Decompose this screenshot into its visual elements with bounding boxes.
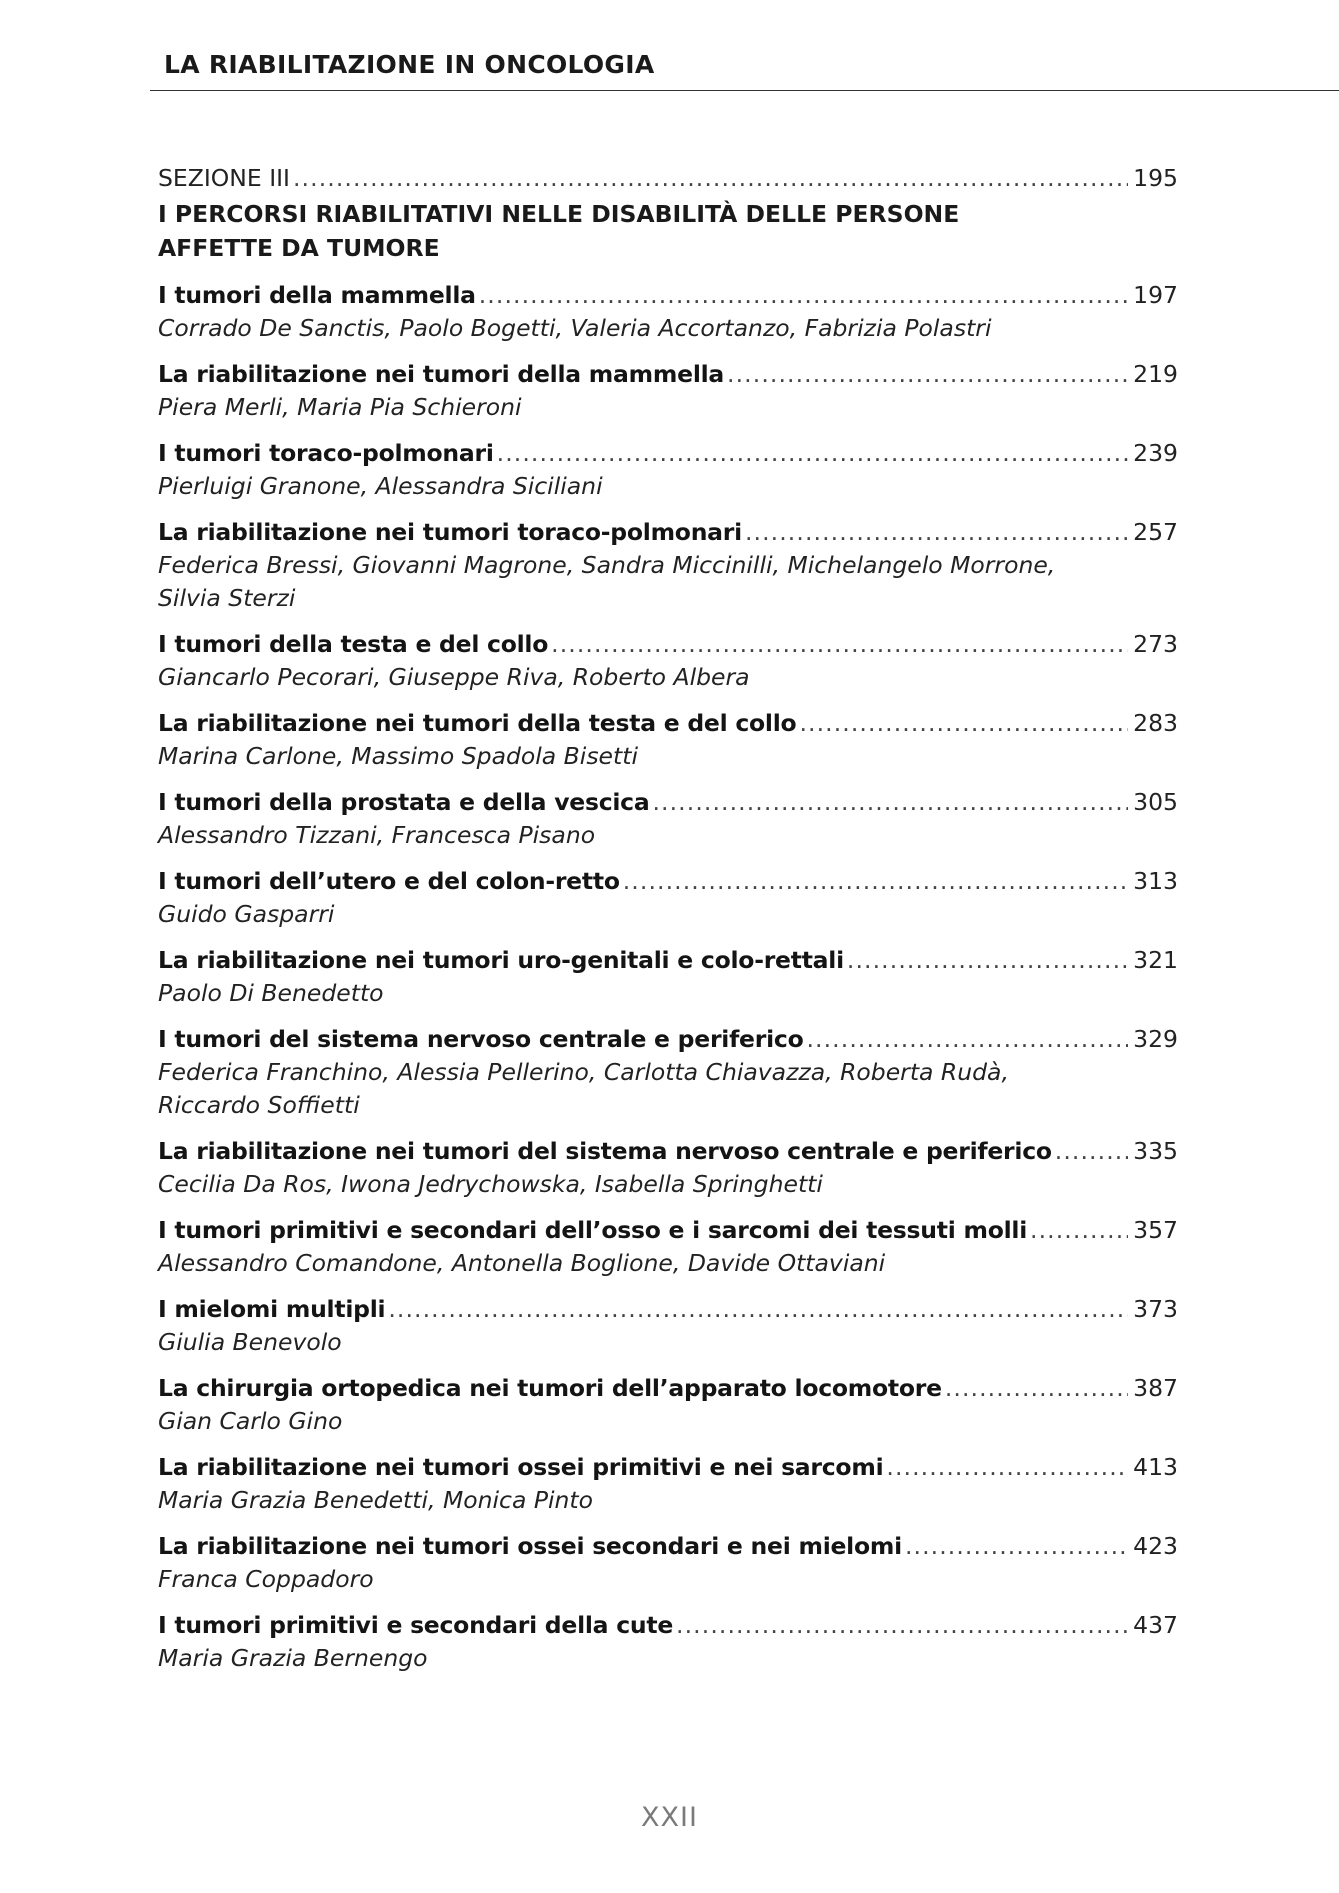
chapter-page-number: 373 xyxy=(1133,1295,1178,1323)
chapter-authors: Maria Grazia Bernengo xyxy=(158,1644,428,1672)
toc-entries xyxy=(158,279,1178,1675)
chapter-authors: Piera Merli, Maria Pia Schieroni xyxy=(158,393,522,421)
chapter-authors: Giulia Benevolo xyxy=(158,1328,342,1356)
toc-entry xyxy=(158,628,1178,694)
chapter-page-number: 239 xyxy=(1133,439,1178,467)
toc-entry-line[interactable] xyxy=(158,516,1178,549)
toc-entry-line[interactable] xyxy=(158,865,1178,898)
chapter-title: La riabilitazione nei tumori uro-genitali e colo-rettali xyxy=(158,946,844,974)
toc-entry-line[interactable] xyxy=(158,1451,1178,1484)
toc-entry xyxy=(158,1214,1178,1280)
chapter-page-number: 257 xyxy=(1133,518,1178,546)
toc-entry xyxy=(158,1372,1178,1438)
toc-entry-line[interactable] xyxy=(158,358,1178,391)
toc-entry xyxy=(158,1451,1178,1517)
chapter-title: La riabilitazione nei tumori toraco-polmonari xyxy=(158,518,742,546)
dot-leader xyxy=(623,865,1128,898)
chapter-page-number: 283 xyxy=(1133,709,1178,737)
section-heading-line[interactable] xyxy=(158,162,1178,195)
dot-leader xyxy=(293,162,1128,195)
chapter-title: I tumori toraco-polmonari xyxy=(158,439,494,467)
chapter-page-number: 413 xyxy=(1133,1453,1178,1481)
chapter-page-number: 219 xyxy=(1133,360,1178,388)
toc-entry xyxy=(158,358,1178,424)
dot-leader xyxy=(727,358,1128,391)
toc-entry-line[interactable] xyxy=(158,1530,1178,1563)
toc-entry xyxy=(158,1293,1178,1359)
chapter-title: La riabilitazione nei tumori della mammella xyxy=(158,360,725,388)
dot-leader xyxy=(945,1372,1128,1405)
toc-entry-line[interactable] xyxy=(158,628,1178,661)
chapter-page-number: 197 xyxy=(1133,281,1178,309)
chapter-authors: Federica Bressi, Giovanni Magrone, Sandra Miccinilli, Michelangelo Morrone, Silvia Sterzi xyxy=(158,551,1056,612)
toc-entry xyxy=(158,516,1178,615)
toc-entry xyxy=(158,944,1178,1010)
chapter-authors: Federica Franchino, Alessia Pellerino, Carlotta Chiavazza, Roberta Rudà, Riccardo Soffietti xyxy=(158,1058,1009,1119)
chapter-title: La riabilitazione nei tumori ossei primitivi e nei sarcomi xyxy=(158,1453,884,1481)
chapter-authors: Maria Grazia Benedetti, Monica Pinto xyxy=(158,1486,594,1514)
toc-entry xyxy=(158,1135,1178,1201)
dot-leader xyxy=(388,1293,1128,1326)
toc-entry xyxy=(158,1023,1178,1122)
dot-leader xyxy=(905,1530,1128,1563)
dot-leader xyxy=(806,1023,1128,1056)
chapter-authors: Guido Gasparri xyxy=(158,900,335,928)
chapter-authors: Marina Carlone, Massimo Spadola Bisetti xyxy=(158,742,638,770)
chapter-authors: Franca Coppadoro xyxy=(158,1565,374,1593)
toc-entry-line[interactable] xyxy=(158,1372,1178,1405)
toc-entry-line[interactable] xyxy=(158,1135,1178,1168)
dot-leader xyxy=(745,516,1128,549)
running-head-title: LA RIABILITAZIONE IN ONCOLOGIA xyxy=(164,50,655,79)
toc-entry xyxy=(158,865,1178,931)
chapter-title: La riabilitazione nei tumori del sistema nervoso centrale e periferico xyxy=(158,1137,1052,1165)
toc-entry xyxy=(158,279,1178,345)
chapter-authors: Corrado De Sanctis, Paolo Bogetti, Valeria Accortanzo, Fabrizia Polastri xyxy=(158,314,992,342)
chapter-authors: Gian Carlo Gino xyxy=(158,1407,343,1435)
chapter-page-number: 321 xyxy=(1133,946,1178,974)
chapter-authors: Alessandro Comandone, Antonella Boglione, Davide Ottaviani xyxy=(158,1249,886,1277)
chapter-title: I mielomi multipli xyxy=(158,1295,386,1323)
chapter-title: I tumori primitivi e secondari dell’osso e i sarcomi dei tessuti molli xyxy=(158,1216,1028,1244)
header-rule xyxy=(150,90,1339,91)
section-label: SEZIONE III xyxy=(158,164,290,192)
chapter-title: I tumori primitivi e secondari della cute xyxy=(158,1611,674,1639)
chapter-authors: Cecilia Da Ros, Iwona Jedrychowska, Isabella Springhetti xyxy=(158,1170,823,1198)
table-of-contents xyxy=(158,162,1178,1688)
chapter-page-number: 437 xyxy=(1133,1611,1178,1639)
dot-leader xyxy=(799,707,1128,740)
chapter-authors: Alessandro Tizzani, Francesca Pisano xyxy=(158,821,596,849)
dot-leader xyxy=(497,437,1129,470)
chapter-page-number: 313 xyxy=(1133,867,1178,895)
toc-entry-line[interactable] xyxy=(158,707,1178,740)
chapter-page-number: 329 xyxy=(1133,1025,1178,1053)
toc-entry-line[interactable] xyxy=(158,1023,1178,1056)
dot-leader xyxy=(551,628,1128,661)
dot-leader xyxy=(886,1451,1128,1484)
chapter-title: I tumori della mammella xyxy=(158,281,476,309)
chapter-page-number: 273 xyxy=(1133,630,1178,658)
dot-leader xyxy=(1055,1135,1128,1168)
toc-entry xyxy=(158,1530,1178,1596)
dot-leader xyxy=(479,279,1128,312)
page-folio: XXII xyxy=(641,1802,698,1833)
toc-entry-line[interactable] xyxy=(158,944,1178,977)
chapter-authors: Pierluigi Granone, Alessandra Siciliani xyxy=(158,472,603,500)
toc-entry-line[interactable] xyxy=(158,1293,1178,1326)
chapter-title: La riabilitazione nei tumori della testa e del collo xyxy=(158,709,797,737)
section-title: I PERCORSI RIABILITATIVI NELLE DISABILITÀ DELLE PERSONE AFFETTE DA TUMORE xyxy=(158,200,960,262)
chapter-page-number: 387 xyxy=(1133,1374,1178,1402)
toc-entry-line[interactable] xyxy=(158,786,1178,819)
chapter-page-number: 305 xyxy=(1133,788,1178,816)
chapter-title: I tumori del sistema nervoso centrale e periferico xyxy=(158,1025,804,1053)
chapter-page-number: 335 xyxy=(1133,1137,1178,1165)
chapter-title: I tumori della prostata e della vescica xyxy=(158,788,650,816)
chapter-title: La chirurgia ortopedica nei tumori dell’apparato locomotore xyxy=(158,1374,942,1402)
chapter-authors: Paolo Di Benedetto xyxy=(158,979,384,1007)
toc-entry xyxy=(158,707,1178,773)
toc-entry-line[interactable] xyxy=(158,1214,1178,1247)
toc-entry-line[interactable] xyxy=(158,437,1178,470)
chapter-title: La riabilitazione nei tumori ossei secondari e nei mielomi xyxy=(158,1532,902,1560)
chapter-title: I tumori dell’utero e del colon-retto xyxy=(158,867,620,895)
dot-leader xyxy=(847,944,1128,977)
chapter-title: I tumori della testa e del collo xyxy=(158,630,549,658)
toc-entry xyxy=(158,1609,1178,1675)
chapter-authors: Giancarlo Pecorari, Giuseppe Riva, Roberto Albera xyxy=(158,663,750,691)
toc-entry xyxy=(158,786,1178,852)
toc-entry-line[interactable] xyxy=(158,279,1178,312)
toc-entry xyxy=(158,437,1178,503)
section-page-number: 195 xyxy=(1133,164,1178,192)
dot-leader xyxy=(1030,1214,1128,1247)
dot-leader xyxy=(676,1609,1128,1642)
dot-leader xyxy=(652,786,1128,819)
chapter-page-number: 423 xyxy=(1133,1532,1178,1560)
chapter-page-number: 357 xyxy=(1133,1216,1178,1244)
toc-entry-line[interactable] xyxy=(158,1609,1178,1642)
